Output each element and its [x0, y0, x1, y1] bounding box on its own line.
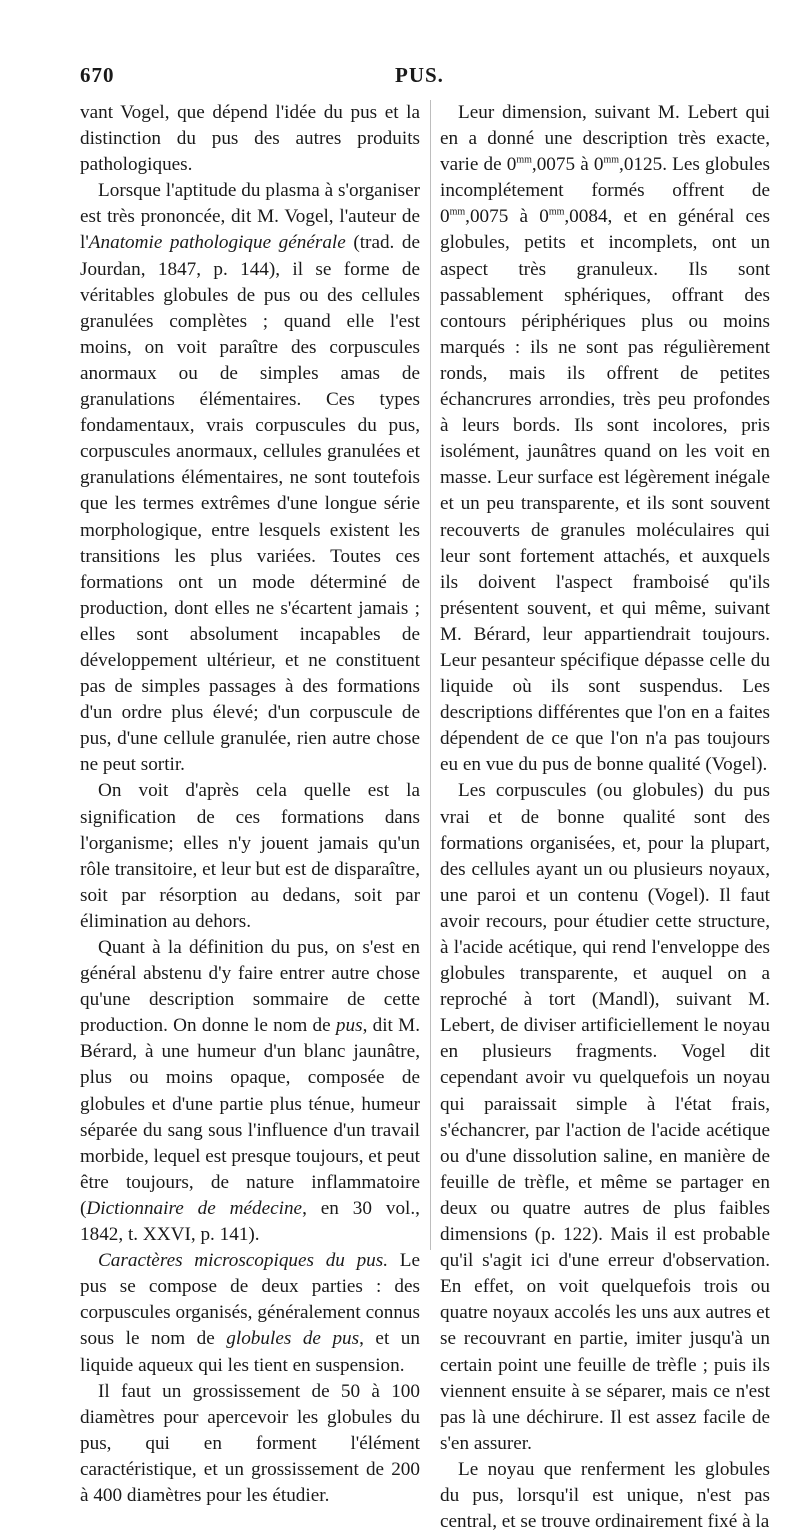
paragraph: Il faut un grossissement de 50 à 100 diamètres pour apercevoir les globules du pus, qui en forment l'élément caractéristique, et un grossissement de 200 à 400 diamètres pour les étudier.: [80, 1380, 420, 1506]
paragraph: Le noyau que renferment les globules du pus, lorsqu'il est unique, n'est pas central, et se trouve ordinairement fixé à la: [440, 1458, 770, 1533]
paragraph: On voit d'après cela quelle est la signification de ces formations dans l'organisme; elles n'y jouent jamais qu'un rôle transitoire, et leur but est de disparaître, soit par résorption au dedans, soit par élimination au dehors.: [80, 780, 420, 932]
paragraph: vant Vogel, que dépend l'idée du pus et la distinction du pus des autres produits pathologiques.: [80, 102, 420, 176]
right-column: [440, 100, 770, 1535]
paragraph: Lorsque l'aptitude du plasma à s'organiser est très prononcée, dit M. Vogel, l'auteur de l'Anatomie pathologique générale (trad. de Jourdan, 1847, p. 144), il se forme de véritables globules de pus ou des cellules granulées complètes ; quand elle l'est moins, on voit paraître des corpuscules anormaux ou de simples amas de granulations élémentaires. Ces types fondamentaux, vrais corpuscules du pus, corpuscules anormaux, cellules granulées et granulations élémentaires, ne sont toutefois que les termes extrêmes d'une longue série morphologique, entre lesquels existent les transitions les plus variées. Toutes ces formations ont un mode déterminé de production, dont elles ne s'écartent jamais ; elles sont absolument incapables de développement ultérieur, et ne constituent pas de simples passages à des formations d'un ordre plus élevé; d'un corpuscule de pus, d'une cellule granulée, rien autre chose ne peut sortir.: [80, 180, 420, 776]
page-number: 670: [80, 63, 115, 87]
paragraph: Les corpuscules (ou globules) du pus vrai et de bonne qualité sont des formations organisées, et, pour la plupart, des cellules ayant un ou plusieurs noyaux, une paroi et un contenu (Vogel). Il faut avoir recours, pour étudier cette structure, à l'acide acétique, qui rend l'enveloppe des globules transparente, et auquel on a reproché à tort (Mandl), suivant M. Lebert, de diviser artificiellement le noyau en plusieurs fragments. Vogel dit cependant avoir vu quelquefois un noyau qui paraissait simple à l'état frais, s'échancrer, par l'action de l'acide acétique ou d'une dissolution saline, en manière de feuille de trèfle, et même se partager en deux ou quatre autres de plus faibles dimensions (p. 122). Mais il est probable qu'il s'agit ici d'une erreur d'observation. En effet, on voit quelquefois trois ou quatre noyaux accolés les uns aux autres et se recouvrant en partie, imiter jusqu'à un certain point une feuille de trèfle ; puis ils viennent ensuite à se séparer, mais ce n'est pas là une déchirure. Il est assez facile de s'en assurer.: [440, 780, 770, 1454]
paragraph: Caractères microscopiques du pus. Le pus se compose de deux parties : des corpuscules organisés, généralement connus sous le nom de globules de pus, et un liquide aqueux qui les tient en suspension.: [80, 1250, 420, 1376]
paragraph: Quant à la définition du pus, on s'est en général abstenu d'y faire entrer autre chose qu'une description sommaire de cette production. On donne le nom de pus, dit M. Bérard, à une humeur d'un blanc jaunâtre, plus ou moins opaque, composée de globules et d'une partie plus ténue, humeur séparée du sang sous l'influence d'un travail morbide, lequel est presque toujours, et peut être toujours, de nature inflammatoire (Dictionnaire de médecine, en 30 vol., 1842, t. XXVI, p. 141).: [80, 937, 420, 1246]
paragraph: Leur dimension, suivant M. Lebert qui en a donné une description très exacte, varie de $0^{mm},0075$ à $0^{mm},0125$. Les globules incomplétement formés offrent de $0^{mm},0075$ à $0^{mm},0084$, et en général ces globules, petits et incomplets, ont un aspect très granuleux. Ils sont passablement sphériques, offrant des contours périphériques plus ou moins marqués : ils ne sont pas régulièrement ronds, mais ils offrent de petites échancrures arrondies, très peu profondes à leurs bords. Ils sont incolores, pris isolément, jaunâtres quand on les voit en masse. Leur surface est légèrement inégale et un peu transparente, et ils sont souvent recouverts de granules moléculaires qui leur sont fortement attachés, et auxquels ils doivent l'aspect framboisé qu'ils présentent souvent, et qui même, suivant M. Bérard, leur appartiendrait toujours. Leur pesanteur spécifique dépasse celle du liquide où ils sont suspendus. Les descriptions différentes que l'on en a faites dépendent de ce que l'on n'a pas toujours eu en vue du pus de bonne qualité (Vogel).: [440, 102, 770, 776]
running-title: PUS.: [395, 63, 444, 87]
column-divider: [430, 100, 431, 1250]
page-header: [80, 63, 770, 93]
left-column: [80, 100, 420, 1509]
